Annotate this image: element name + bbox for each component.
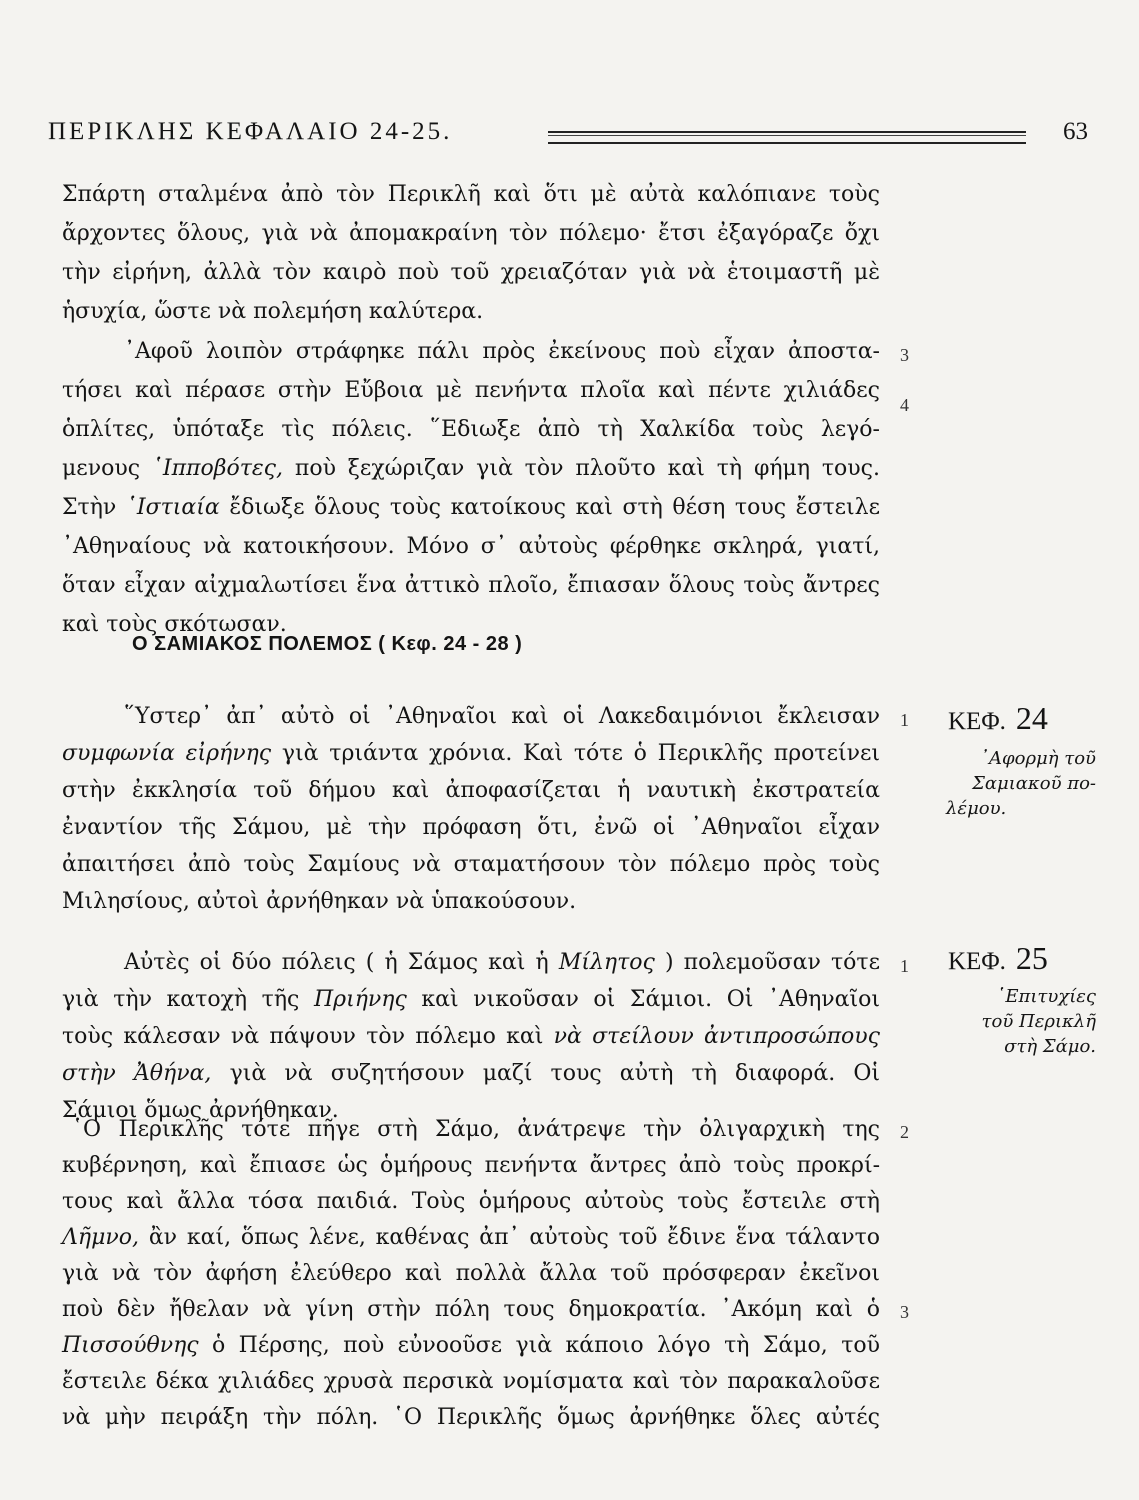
text-span: μενους	[62, 456, 152, 481]
text-line	[62, 491, 880, 525]
text-span: καὶ νικοῦσαν οἱ Σάμιοι. Οἱ ᾿Αθηναῖοι	[406, 987, 880, 1012]
section-heading: Ο ΣΑΜΙΑΚΟΣ ΠΟΛΕΜΟΣ ( Κεφ. 24 - 28 )	[132, 633, 523, 655]
chapter-note-24	[946, 746, 1096, 821]
text-span: ) πολεμοῦσαν τότε	[654, 950, 880, 975]
text-line: γιὰ νὰ τὸν ἀφήση ἐλεύθερο καὶ πολλὰ ἄλλα τοῦ πρόσφεραν ἐκεῖνοι	[62, 1261, 880, 1286]
text-line: Σάμιοι ὅμως ἀρνήθηκαν.	[62, 1098, 339, 1123]
text-span: Αὐτὲς οἱ δύο πόλεις ( ἡ Σάμος καὶ ἡ	[124, 950, 559, 975]
page-number: 63	[1063, 118, 1088, 145]
note-line: ῾Επιτυχίες	[996, 986, 1096, 1007]
chapter-note-25	[946, 984, 1096, 1059]
text-line	[62, 1020, 880, 1054]
header-title: ΠΕΡΙΚΛΗΣ ΚΕΦΑΛΑΙΟ 24-25.	[48, 118, 453, 145]
margin-section-number: 3	[900, 345, 909, 365]
text-line: νὰ μὴν πειράξη τὴν πόλη. ῾Ο Περικλῆς ὅμως ἀρνήθηκε ὅλες αὐτές	[62, 1405, 880, 1430]
place-name: στὴν Ἀθήνα,	[62, 1061, 212, 1086]
text-line: ποὺ δὲν ἤθελαν νὰ γίνη στὴν πόλη τους δημοκρατία. ᾿Ακόμη καὶ ὁ	[62, 1297, 880, 1322]
note-line: Σαμιακοῦ πο-	[972, 773, 1096, 794]
place-name: ῾Ιπποβότες,	[151, 456, 283, 481]
emphasis-text: συμφωνία εἰρήνης	[62, 741, 272, 766]
note-line: ᾿Αφορμὴ τοῦ	[980, 748, 1096, 769]
chapter-number: 25	[1015, 940, 1048, 976]
text-line	[124, 946, 880, 980]
note-line: τοῦ Περικλῆ	[981, 1011, 1096, 1032]
place-name: Μίλητος	[558, 950, 655, 975]
text-span: γιὰ τριάντα χρόνια. Καὶ τότε ὁ Περικλῆς προτείνει	[271, 741, 880, 766]
chapter-marker-24	[948, 700, 1048, 737]
text-line: ῞Υστερ᾿ ἀπ᾿ αὐτὸ οἱ ᾿Αθηναῖοι καὶ οἱ Λακεδαιμόνιοι ἔκλεισαν	[124, 704, 880, 729]
text-line: καὶ τοὺς σκότωσαν.	[62, 612, 287, 637]
text-line: ἀπαιτήσει ἀπὸ τοὺς Σαμίους νὰ σταματήσουν τὸν πόλεμο πρὸς τοὺς	[62, 852, 880, 877]
margin-section-number: 2	[900, 1122, 909, 1142]
margin-section-number: 3	[900, 1302, 909, 1322]
text-line: τους καὶ ἄλλα τόσα παιδιά. Τοὺς ὁμήρους αὐτοὺς τοὺς ἔστειλε στὴ	[62, 1189, 880, 1214]
text-span: ἔδιωξε ὅλους τοὺς κατοίκους καὶ στὴ θέση τους ἔστειλε	[219, 495, 880, 520]
text-line: κυβέρνηση, καὶ ἔπιασε ὡς ὁμήρους πενήντα ἄντρες ἀπὸ τοὺς προκρί-	[62, 1153, 880, 1178]
chapter-label: ΚΕΦ.	[948, 708, 1006, 735]
text-line: Μιλησίους, αὐτοὶ ἀρνήθηκαν νὰ ὑπακούσουν.	[62, 889, 577, 914]
text-line: ἔστειλε δέκα χιλιάδες χρυσὰ περσικὰ νομίσματα καὶ τὸν παρακαλοῦσε	[62, 1369, 880, 1394]
text-line: τήσει καὶ πέρασε στὴν Εὔβοια μὲ πενήντα πλοῖα καὶ πέντε χιλιάδες	[62, 378, 880, 403]
chapter-label: ΚΕΦ.	[948, 948, 1006, 975]
text-line	[62, 452, 880, 486]
text-line: τὴν εἰρήνη, ἀλλὰ τὸν καιρὸ ποὺ τοῦ χρειαζόταν γιὰ νὰ ἑτοιμαστῆ μὲ	[62, 260, 880, 285]
text-line: ἄρχοντες ὅλους, γιὰ νὰ ἀπομακραίνη τὸν πόλεμο· ἔτσι ἐξαγόραζε ὄχι	[62, 221, 880, 246]
text-span: Στὴν	[62, 495, 126, 520]
margin-section-number: 1	[900, 956, 909, 976]
text-line	[62, 737, 880, 771]
text-line	[62, 1221, 880, 1255]
text-line	[62, 1329, 880, 1363]
text-span: γιὰ νὰ συζητήσουν μαζί τους αὐτὴ τὴ διαφορά. Οἱ	[211, 1061, 880, 1086]
note-line: λέμου.	[946, 798, 1007, 819]
running-header	[48, 118, 1088, 152]
text-span: ποὺ ξεχώριζαν γιὰ τὸν πλοῦτο καὶ τὴ φήμη τους.	[283, 456, 880, 481]
text-line: ὁπλίτες, ὑπόταξε τὶς πόλεις. ῞Εδιωξε ἀπὸ τὴ Χαλκίδα τοὺς λεγό-	[62, 417, 880, 442]
text-line	[62, 1057, 880, 1091]
margin-section-number: 1	[900, 710, 909, 730]
text-span: ἂν καί, ὅπως λένε, καθένας ἀπ᾿ αὐτοὺς τοῦ ἔδινε ἕνα τάλαντο	[138, 1225, 880, 1250]
text-line: Σπάρτη σταλμένα ἀπὸ τὸν Περικλῆ καὶ ὅτι μὲ αὐτὰ καλόπιανε τοὺς	[62, 182, 880, 207]
text-span: τοὺς κάλεσαν νὰ πάψουν τὸν πόλεμο καὶ	[62, 1024, 554, 1049]
text-line: ἡσυχία, ὥστε νὰ πολεμήση καλύτερα.	[62, 299, 484, 324]
text-line: ὅταν εἶχαν αἰχμαλωτίσει ἕνα ἀττικὸ πλοῖο, ἔπιασαν ὅλους τοὺς ἄντρες	[62, 573, 880, 598]
text-span: γιὰ τὴν κατοχὴ τῆς	[62, 987, 314, 1012]
text-line	[62, 983, 880, 1017]
person-name: Πισσούθνης	[62, 1333, 199, 1358]
text-span: ὁ Πέρσης, ποὺ εὐνοοῦσε γιὰ κάποιο λόγο τὴ Σάμο, τοῦ	[198, 1333, 880, 1358]
chapter-number: 24	[1015, 700, 1048, 736]
chapter-marker-25	[948, 940, 1048, 977]
text-line: ᾿Αφοῦ λοιπὸν στράφηκε πάλι πρὸς ἐκείνους ποὺ εἶχαν ἀποστα-	[124, 339, 880, 364]
text-line: ῾Ο Περικλῆς τότε πῆγε στὴ Σάμο, ἀνάτρεψε τὴν ὀλιγαρχικὴ της	[72, 1117, 880, 1142]
text-line: ᾿Αθηναίους νὰ κατοικήσουν. Μόνο σ᾿ αὐτοὺς φέρθηκε σκληρά, γιατί,	[62, 534, 880, 559]
place-name: Πριήνης	[313, 987, 407, 1012]
header-rule	[548, 131, 1026, 144]
note-line: στὴ Σάμο.	[1004, 1036, 1096, 1057]
margin-section-number: 4	[900, 395, 909, 415]
place-name: Λῆμνο,	[62, 1225, 139, 1250]
emphasis-text: νὰ στείλουν ἀντιπροσώπους	[553, 1024, 880, 1049]
place-name: ῾Ιστιαία	[125, 495, 220, 520]
text-line: στὴν ἐκκλησία τοῦ δήμου καὶ ἀποφασίζεται ἡ ναυτικὴ ἐκστρατεία	[62, 778, 880, 803]
text-line: ἐναντίον τῆς Σάμου, μὲ τὴν πρόφαση ὅτι, ἐνῶ οἱ ᾿Αθηναῖοι εἶχαν	[62, 815, 880, 840]
